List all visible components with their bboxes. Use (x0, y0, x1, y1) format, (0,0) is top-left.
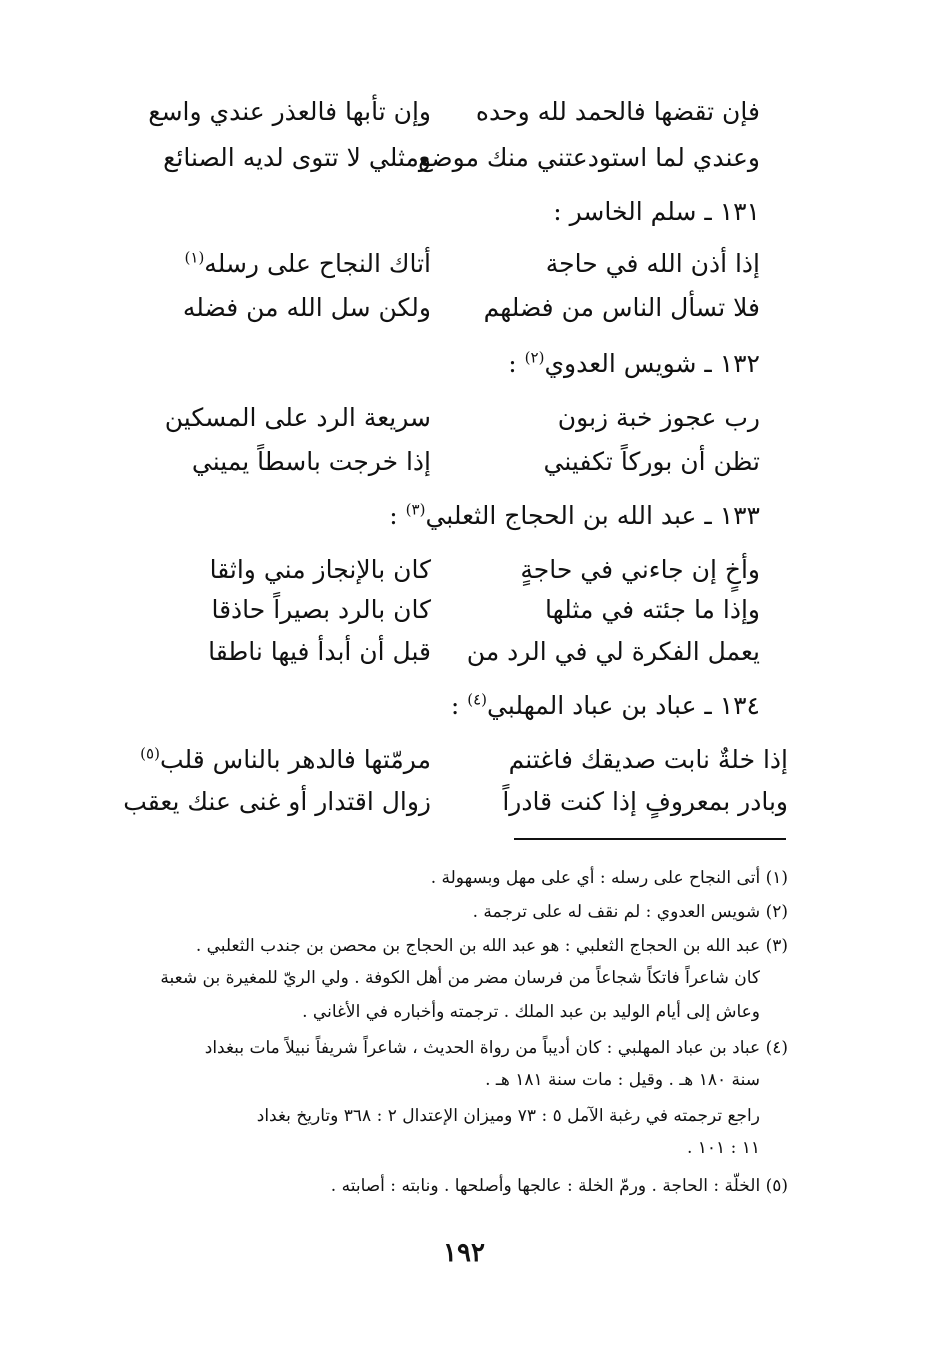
footnote: (١) أتى النجاح على رسله : أي على مهل وبسهولة . (430, 868, 788, 888)
verse-second-hemistich: وإن تأبها فالعذر عندي واسع (148, 97, 431, 126)
footnote-continuation: كان شاعراً فاتكاً شجاعاً من فرسان مضر من أهل الكوفة . ولي الريّ للمغيرة بن شعبة (160, 968, 760, 988)
footnote-marker: (١) (184, 248, 205, 267)
verse-first-hemistich: وبادر بمعروفٍ إذا كنت قادراً (502, 787, 788, 816)
verse-first-hemistich: يعمل الفكرة لي في الرد من (466, 637, 760, 666)
verse-second-hemistich: ولكن سل الله من فضله (182, 293, 431, 322)
verse-first-hemistich: تظن أن بوركاً تكفيني (543, 447, 760, 476)
verse-second-hemistich: كان بالرد بصيراً حاذقا (211, 595, 431, 624)
footnote-marker: (٤) (467, 690, 488, 709)
verse-first-hemistich: وعندي لما استودعتني منك موضع (418, 143, 760, 172)
verse-second-hemistich: سريعة الرد على المسكين (164, 403, 431, 432)
footnote: (٣) عبد الله بن الحجاج الثعلبي : هو عبد الله بن الحجاج بن محصن بن جندب الثعلبي . (195, 936, 788, 956)
verse-first-hemistich: فإن تقضها فالحمد لله وحده (475, 97, 760, 126)
footnote-continuation: وعاش إلى أيام الوليد بن عبد الملك . ترجمته وأخباره في الأغاني . (302, 1002, 760, 1022)
footnote-marker: (٢) (524, 348, 545, 367)
footnote-marker: (٥) (140, 744, 160, 763)
footnote: (٢) شويس العدوي : لم نقف له على ترجمة . (472, 902, 788, 922)
poet-heading: ١٣٣ ـ عبد الله بن الحجاج الثعلبي$^{(٣)}$ : (389, 500, 760, 530)
verse-second-hemistich: قبل أن أبدأ فيها ناطقا (208, 637, 431, 666)
footnote: (٤) عباد بن عباد المهلبي : كان أديباً من رواة الحديث ، شاعراً شريفاً نبيلاً مات ببغداد (204, 1038, 788, 1058)
verse-first-hemistich: وإذا ما جئته في مثلها (545, 595, 760, 624)
verse-second-hemistich: ومثلي لا تتوى لديه الصنائع (163, 143, 431, 172)
footnote-separator (514, 838, 786, 840)
verse-first-hemistich: وأخٍ إن جاءني في حاجةٍ (520, 555, 760, 584)
verse-first-hemistich: إذا أذن الله في حاجة (545, 249, 760, 278)
verse-first-hemistich: رب عجوز خبة زبون (557, 403, 760, 432)
footnote-continuation: راجع ترجمته في رغبة الآمل ٥ : ٧٣ وميزان الإعتدال ٢ : ٣٦٨ وتاريخ بغداد (256, 1106, 760, 1126)
poet-heading: ١٣٤ ـ عباد بن عباد المهلبي$^{(٤)}$ : (450, 690, 760, 720)
verse-second-hemistich: أتاك النجاح على رسله$^{(١)}$ (184, 248, 431, 278)
page-number: ١٩٢ (443, 1238, 485, 1268)
poet-heading: ١٣٢ ـ شويس العدوي$^{(٢)}$ : (508, 348, 760, 378)
verse-second-hemistich: مرمّتها فالدهر بالناس قلب$^{(٥)}$ (140, 744, 431, 774)
footnote: (٥) الخلّة : الحاجة . ورمّ الخلة : عالجها وأصلحها . ونابته : أصابته . (330, 1176, 788, 1196)
verse-first-hemistich: فلا تسأل الناس من فضلهم (483, 293, 760, 322)
verse-second-hemistich: كان بالإنجاز مني واثقا (209, 555, 431, 584)
footnote-marker: (٣) (405, 500, 426, 519)
verse-first-hemistich: إذا خلةٌ نابت صديقك فاغتنم (508, 745, 788, 774)
footnote-continuation: ١١ : ١٠١ . (686, 1138, 760, 1158)
footnote-continuation: سنة ١٨٠ هـ . وقيل : مات سنة ١٨١ هـ . (485, 1070, 760, 1090)
poet-heading: ١٣١ ـ سلم الخاسر : (553, 197, 760, 226)
verse-second-hemistich: زوال اقتدار أو غنى عنك يعقب (123, 787, 431, 816)
verse-second-hemistich: إذا خرجت باسطاً يميني (191, 447, 431, 476)
